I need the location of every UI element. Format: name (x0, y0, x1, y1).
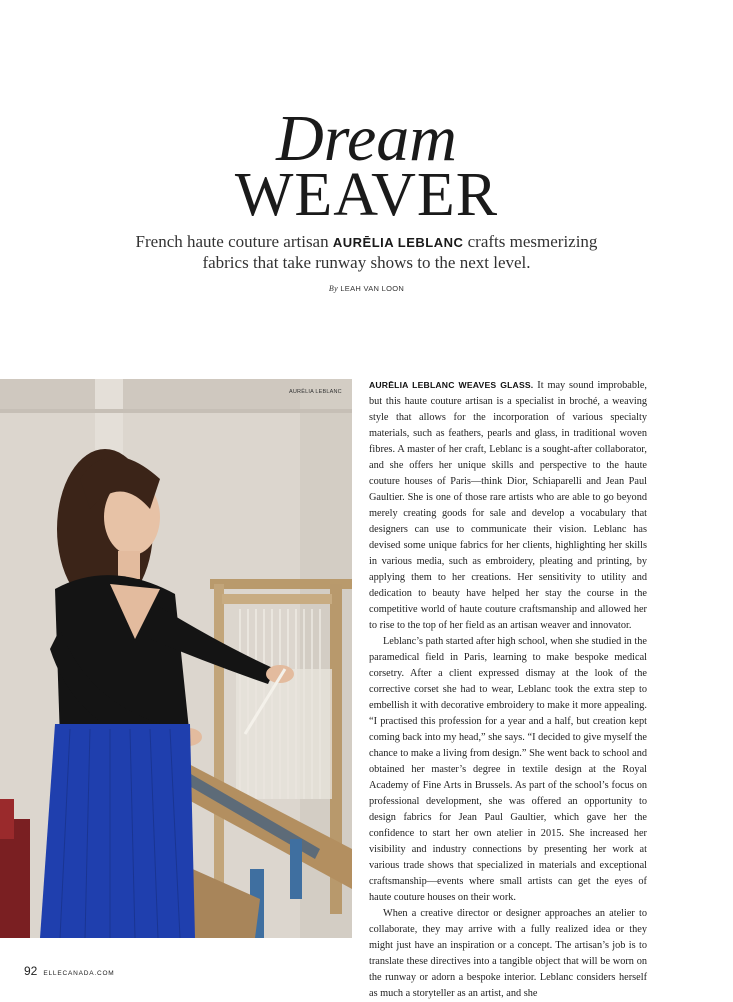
page-footer (24, 962, 115, 980)
article-body (369, 377, 647, 1002)
page-number: 92 (24, 964, 38, 978)
title-italic: Dream (276, 102, 457, 175)
weaver-at-loom-illustration (0, 379, 352, 938)
article-paragraph-1-text: It may sound improbable, but this haute couture artisan is a specialist in broché, a weaving style that allows for the incorporation of various specialty materials, such as feathers, pearls and glass, in traditional woven fibres. A master of her craft, Leblanc is a sought-after collaborator, and she offers her unique skills and perspective to the haute couture houses of Paris—think Dior, Schiaparelli and Jean Paul Gaultier. She is one of those rare artists who are able to go beyond merely creating goods for sale and develop a vocabulary that designers can use to communicate their vision. Leblanc has devised some unique fabrics for her clients, highlighting her skills in various media, such as embroidery, pleating and printing, by applying them to her creations. Her sensitivity to utility and dedication to beauty have helped her stay the course in the competitive world of haute couture craftsmanship and allowed her to rise to the top of her field as an artisan weaver and innovator. (369, 380, 647, 631)
article-paragraph-2: Leblanc’s path started after high school, when she studied in the paramedical field in Paris, learning to make bespoke medical corsetry. After a client expressed dismay at the look of the corrective corset she had to wear, Leblanc took the extra step to embellish it with decorative embroidery to make it more appealing. “I practised this profession for a year and a half, but creation kept coming back into my head,” she says. “I decided to give myself the chance to make a living from design.” She went back to school and obtained her master’s degree in textile design at the Royal Academy of Fine Arts in Brussels. As part of the school’s focus on professional development, she was offered an opportunity to design fabrics for Jean Paul Gaultier, which gave her the confidence to start her own atelier in 2015. She increased her visibility and industry connections by presenting her work at various trade shows that specialized in materials and exceptional craftsmanship—events where small artists can get the eyes of haute couture houses on their work. (369, 636, 647, 903)
byline-author: LEAH VAN LOON (340, 284, 405, 293)
deck-text-after: crafts mesmerizing fabrics that take runway shows to the next level. (202, 232, 598, 272)
feature-photo (0, 379, 352, 938)
article-paragraph-3: When a creative director or designer approaches an atelier to collaborate, they may arrive with a fully realized idea or they might just have an inspiration or a concept. The artisan’s job is to translate these directives into a tangible object that will be worn on the runway or adorn a bespoke interior. Leblanc considers herself as much a storyteller as an artist, and she (369, 908, 647, 999)
byline-prefix: By (328, 284, 338, 293)
deck-text-before: French haute couture artisan (135, 232, 333, 251)
photo-credit: AURĒLIA LEBLANC (289, 389, 342, 395)
footer-site: ELLECANADA.COM (43, 970, 115, 977)
deck (120, 232, 613, 273)
article-lead-in: AURĒLIA LEBLANC WEAVES GLASS. (369, 380, 534, 390)
byline (0, 284, 733, 293)
title-caps: WEAVER (234, 161, 499, 229)
article-paragraph-1 (369, 377, 647, 634)
deck-subject-name: AURĒLIA LEBLANC (332, 235, 464, 250)
